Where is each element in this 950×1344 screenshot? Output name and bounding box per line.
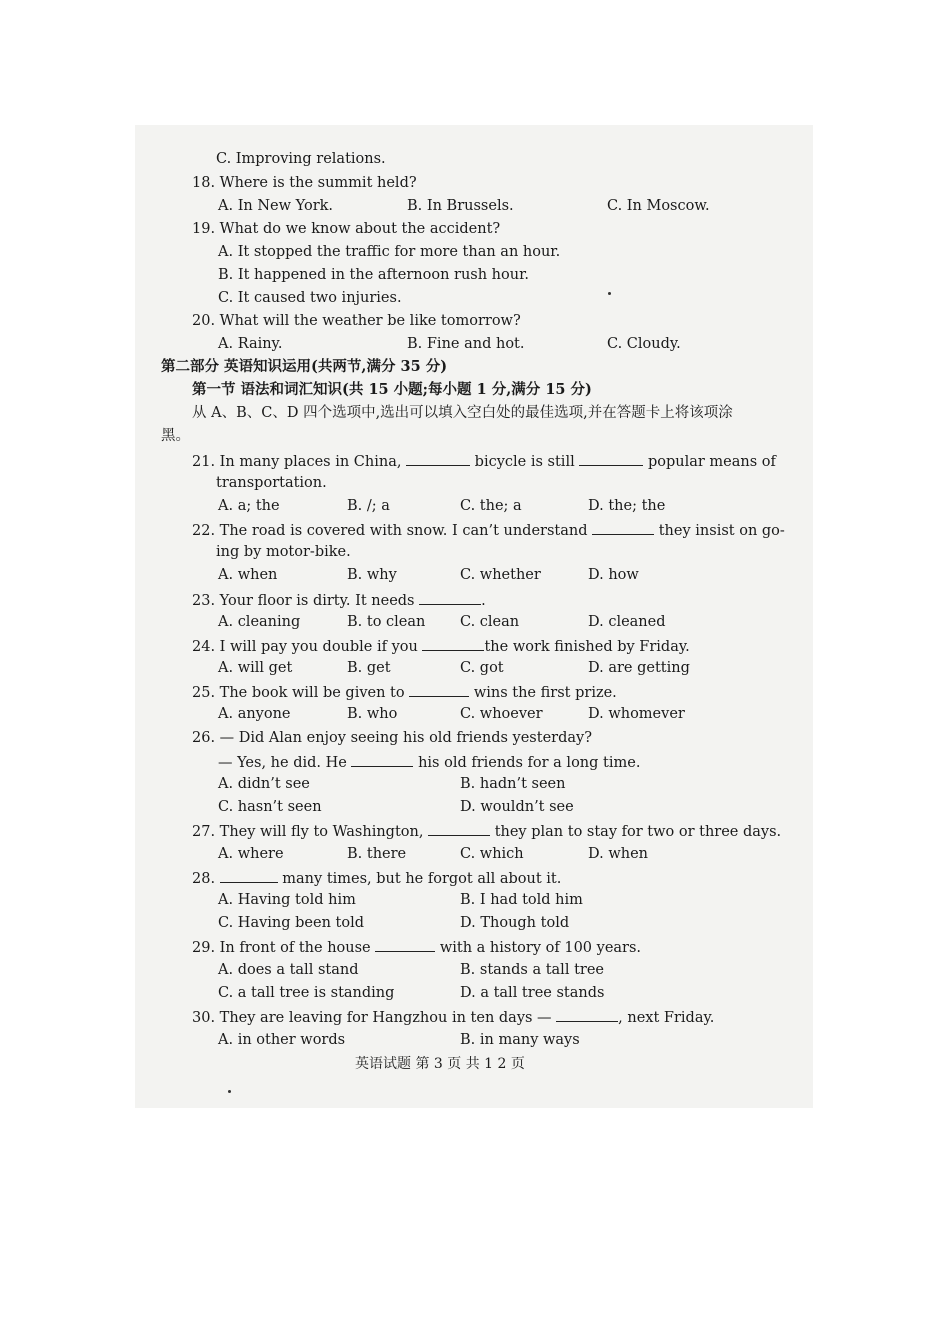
page-footer: 英语试题 第 3 页 共 1 2 页 [355,1056,525,1072]
q24-option-c: C. got [460,660,504,676]
q19-option-a: A. It stopped the traffic for more than an hour. [218,244,561,260]
q25-option-a: A. anyone [218,706,291,722]
q24-option-a: A. will get [218,660,293,676]
ink-speck [608,292,611,295]
q19-option-c: C. It caused two injuries. [218,290,402,306]
q29-option-a: A. does a tall stand [218,962,359,978]
q25-text-1: 25. The book will be given to [192,685,405,701]
q21-stem-cont: transportation. [216,475,327,491]
q23-option-c: C. clean [460,614,520,630]
q18-option-c: C. In Moscow. [607,198,710,214]
q29-option-d: D. a tall tree stands [460,985,605,1001]
q29-text-1: 29. In front of the house [192,940,371,956]
q30-text-1: 30. They are leaving for Hangzhou in ten days — [192,1010,552,1026]
q28-option-b: B. I had told him [460,892,583,908]
q18-option-b: B. In Brussels. [407,198,514,214]
q17-option-c: C. Improving relations. [216,151,386,167]
q30-option-a: A. in other words [218,1032,346,1048]
q24-stem [192,636,690,656]
q22-stem [192,520,785,540]
q21-text-2: bicycle is still [474,454,575,470]
q21-blank-1 [406,451,470,466]
q28-number: 28. [192,871,216,887]
q29-option-c: C. a tall tree is standing [218,985,395,1001]
q25-option-c: C. whoever [460,706,543,722]
q20-option-b: B. Fine and hot. [407,336,525,352]
q23-option-a: A. cleaning [218,614,301,630]
q28-option-c: C. Having been told [218,915,365,931]
q27-blank [428,821,490,836]
q30-option-b: B. in many ways [460,1032,580,1048]
q21-blank-2 [579,451,643,466]
q30-text-2: , next Friday. [618,1010,715,1026]
q25-option-b: B. who [347,706,398,722]
q18-stem: 18. Where is the summit held? [192,175,417,191]
q26-stem: 26. — Did Alan enjoy seeing his old friends yesterday? [192,730,592,746]
q26-option-c: C. hasn’t seen [218,799,322,815]
q27-text-2: they plan to stay for two or three days. [494,824,782,840]
q26-text-1: — Yes, he did. He [218,755,347,771]
q24-text-2: the work finished by Friday. [484,639,690,655]
q20-stem: 20. What will the weather be like tomorrow? [192,313,521,329]
q18-option-a: A. In New York. [218,198,334,214]
q19-stem: 19. What do we know about the accident? [192,221,501,237]
q23-text-1: 23. Your floor is dirty. It needs [192,593,415,609]
q26-blank [351,752,413,767]
q21-option-b: B. /; a [347,498,390,514]
q24-text-1: 24. I will pay you double if you [192,639,418,655]
q27-option-c: C. which [460,846,524,862]
q27-stem [192,821,781,841]
part2-title: 第二部分 英语知识运用(共两节,满分 35 分) [161,358,448,375]
q21-text-3: popular means of [647,454,776,470]
q25-option-d: D. whomever [588,706,685,722]
q28-stem [192,868,561,888]
q21-option-c: C. the; a [460,498,522,514]
q23-text-2: . [481,593,486,609]
q20-option-a: A. Rainy. [218,336,283,352]
q25-text-2: wins the first prize. [473,685,617,701]
instructions-line2: 黑。 [161,428,190,444]
section1-title: 第一节 语法和词汇知识(共 15 小题;每小题 1 分,满分 15 分) [192,381,592,398]
q29-text-2: with a history of 100 years. [439,940,642,956]
q24-option-d: D. are getting [588,660,690,676]
q27-option-d: D. when [588,846,648,862]
q29-blank [375,937,435,952]
q30-blank [556,1007,618,1022]
q22-option-a: A. when [218,567,278,583]
instructions-line1: 从 A、B、C、D 四个选项中,选出可以填入空白处的最佳选项,并在答题卡上将该项涂 [192,405,733,421]
q27-text-1: 27. They will fly to Washington, [192,824,424,840]
q23-blank [419,590,481,605]
q23-option-b: B. to clean [347,614,426,630]
q26-option-d: D. wouldn’t see [460,799,574,815]
q26-text-2: his old friends for a long time. [418,755,641,771]
q20-option-c: C. Cloudy. [607,336,681,352]
q21-option-d: D. the; the [588,498,666,514]
q26-response [218,752,640,772]
q23-stem [192,590,486,610]
q22-option-b: B. why [347,567,397,583]
q24-blank [422,636,484,651]
q22-option-c: C. whether [460,567,541,583]
q21-text-1: 21. In many places in China, [192,454,402,470]
q30-stem [192,1007,714,1027]
q26-option-a: A. didn’t see [218,776,310,792]
q25-blank [409,682,469,697]
q27-option-a: A. where [218,846,284,862]
q24-option-b: B. get [347,660,391,676]
q27-option-b: B. there [347,846,407,862]
q22-stem-cont: ing by motor-bike. [216,544,351,560]
q28-blank [220,868,278,883]
q29-stem [192,937,641,957]
q28-text: many times, but he forgot all about it. [282,871,562,887]
q28-option-d: D. Though told [460,915,570,931]
q25-stem [192,682,617,702]
q22-option-d: D. how [588,567,639,583]
q22-text-2: they insist on go- [658,523,785,539]
q26-option-b: B. hadn’t seen [460,776,566,792]
q22-text-1: 22. The road is covered with snow. I can’t understand [192,523,588,539]
q23-option-d: D. cleaned [588,614,666,630]
q21-option-a: A. a; the [218,498,280,514]
ink-speck [228,1090,231,1093]
q19-option-b: B. It happened in the afternoon rush hour. [218,267,530,283]
q28-option-a: A. Having told him [218,892,356,908]
q22-blank [592,520,654,535]
q29-option-b: B. stands a tall tree [460,962,604,978]
q21-stem [192,451,776,471]
